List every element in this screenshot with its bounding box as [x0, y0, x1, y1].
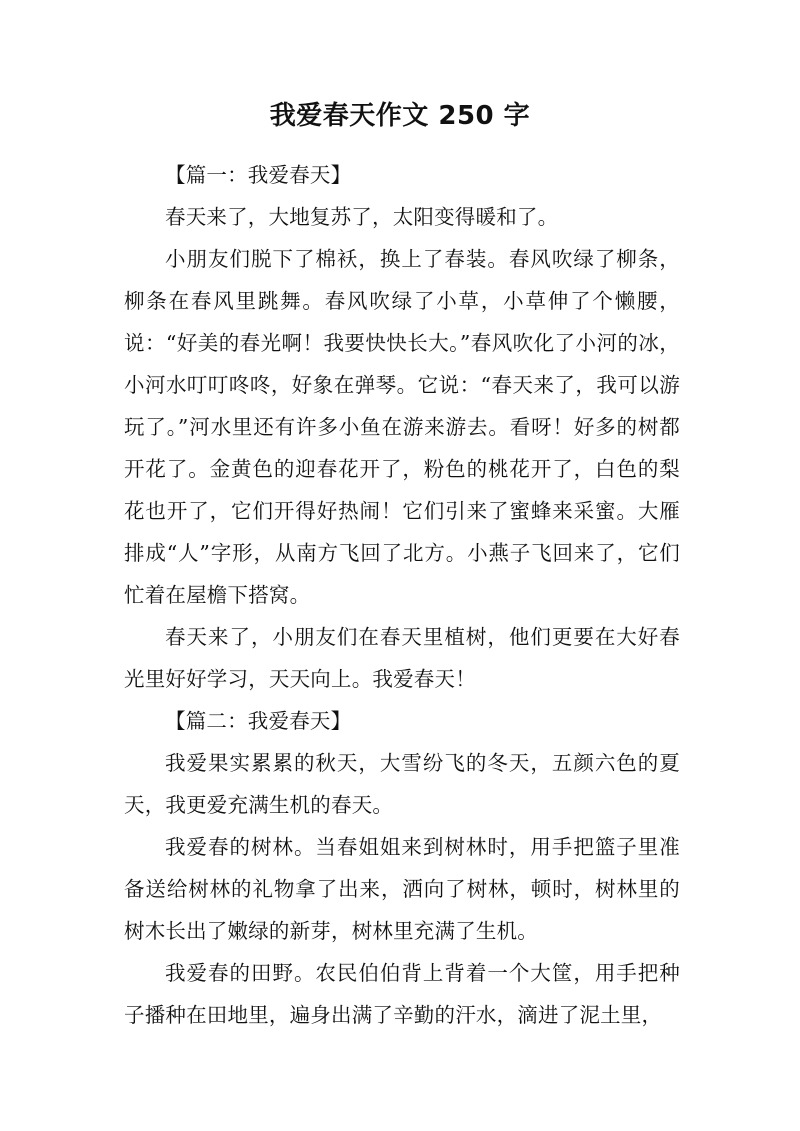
paragraph: 春天来了，大地复苏了，太阳变得暖和了。: [165, 205, 559, 229]
paragraph: 我爱春的树林。当春姐姐来到树林时，用手把篮子里准备送给树林的礼物拿了出来，洒向了树林，顿时，树林里的树木长出了嫩绿的新芽，树林里充满了生机。: [124, 835, 680, 943]
section-heading-2: 【篇二：我爱春天】: [165, 709, 352, 733]
document-title: 我爱春天作文 250 字: [269, 101, 531, 131]
section-heading-1: 【篇一：我爱春天】: [165, 163, 352, 187]
document-body: [124, 154, 680, 1036]
paragraph: 小朋友们脱下了棉袄，换上了春装。春风吹绿了柳条，柳条在春风里跳舞。春风吹绿了小草，小草伸了个懒腰，说：“好美的春光啊！我要快快长大。”春风吹化了小河的冰，小河水叮叮咚咚，好象在弹琴。它说：“春天来了，我可以游玩了。”河水里还有许多小鱼在游来游去。看呀！好多的树都开花了。金黄色的迎春花开了，粉色的桃花开了，白色的梨花也开了，它们开得好热闹！它们引来了蜜蜂来采蜜。大雁排成“人”字形，从南方飞回了北方。小燕子飞回来了，它们忙着在屋檐下搭窝。: [124, 247, 680, 607]
paragraph: 春天来了，小朋友们在春天里植树，他们更要在大好春光里好好学习，天天向上。我爱春天！: [124, 625, 680, 691]
paragraph: 我爱果实累累的秋天，大雪纷飞的冬天，五颜六色的夏天，我更爱充满生机的春天。: [124, 751, 680, 817]
paragraph: 我爱春的田野。农民伯伯背上背着一个大筐，用手把种子播种在田地里，遍身出满了辛勤的汗水，滴进了泥土里，: [124, 961, 680, 1027]
